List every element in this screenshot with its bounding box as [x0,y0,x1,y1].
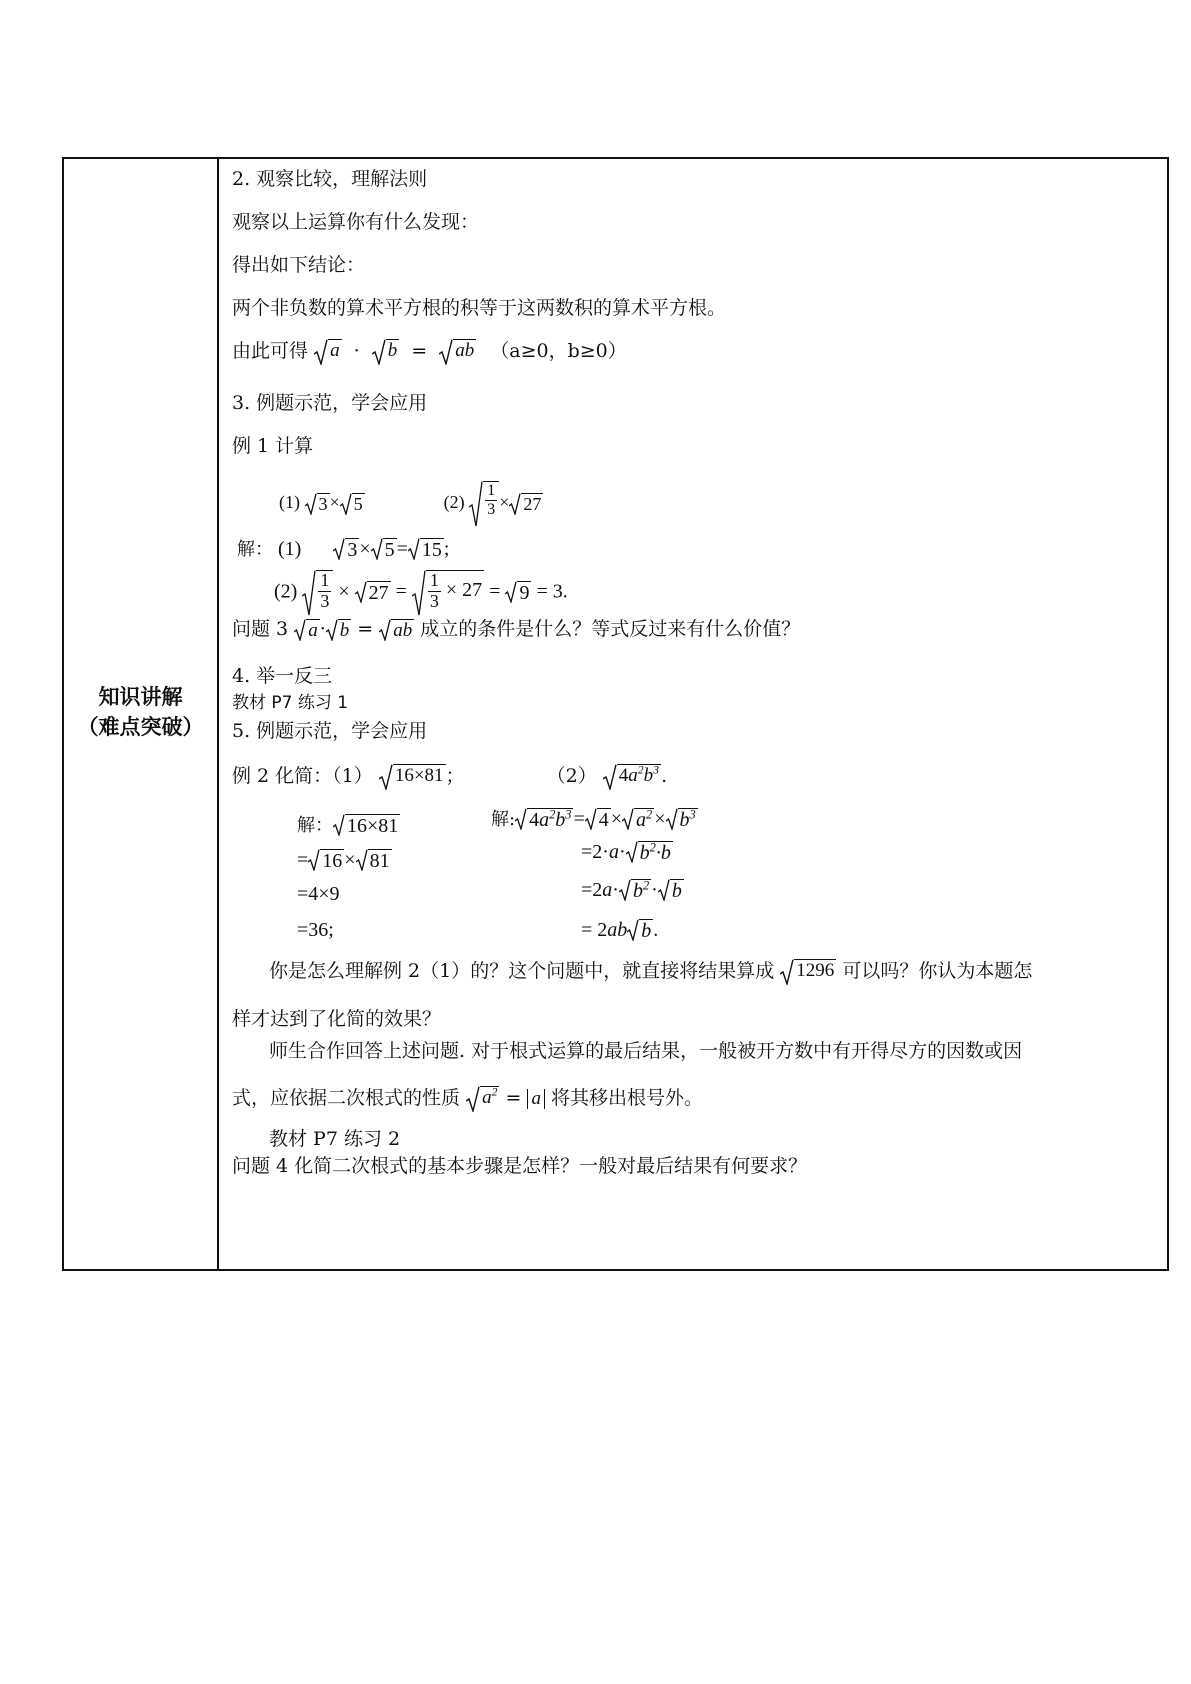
sqrt-3: 3 [305,493,330,515]
ex2b-sqrt-b-final: b [627,919,653,943]
para1-a: 你是怎么理解例 2（1）的？这个问题中，就直接将结果算成 [269,960,775,982]
sqrt-one-third-sol: $\frac{1}{3}$ [302,570,333,616]
rule-line: 两个非负数的算术平方根的积等于这两数积的算术平方根。 [232,297,727,319]
sqrt-a2: $a^2$ [466,1086,499,1112]
lesson-table [62,157,1169,1271]
row-label-line2: （难点突破） [77,715,204,739]
example-2-line [232,764,667,790]
derive-line [232,339,627,365]
row-label [64,682,217,742]
row-label-line1: 知识讲解 [98,685,183,709]
ex2a-line3: =4×9 [297,883,340,905]
sqrt-b: b [372,339,400,365]
sqrt-4a2b3: $4a^2b^3$ [603,764,661,790]
textbook-exercise-1: 教材 P7 练习 1 [232,693,349,713]
ex2b-sqrt-b3: $b^3$ [666,808,698,832]
sol1-end: ; [443,538,450,560]
paragraph-2-line1: 师生合作回答上述问题. 对于根式运算的最后结果，一般被开方数中有开得尽方的因数或因 [269,1040,1023,1062]
ex2a-line2: = 16 × 81 [297,849,390,873]
para1-b: 可以吗？你认为本题怎 [842,960,1033,982]
conclude-line: 得出如下结论： [232,254,366,276]
ex2-semicolon: ； [445,765,465,787]
ex2-dot: . [661,765,668,787]
ex2a-line1 [297,812,400,839]
sol1-index: (1) [278,538,302,560]
sqrt-27-sol: 27 [355,581,391,605]
ex2b-end: . [653,919,659,941]
ex2a-line4: =36; [297,919,334,941]
sqrt-15: 15 [408,538,444,562]
ex2b-line2: =2·a· $b^2\cdot b$ [581,840,671,865]
ex2b-sqrt-a2: $a^2$ [622,808,654,832]
sqrt-1296: 1296 [780,959,836,985]
para2-c: 将其移出根号外。 [551,1087,704,1109]
ex2b-sqrt-b2: $b^2$ [619,879,651,903]
ex1-part1-label: (1) [279,492,300,513]
derive-prefix: 由此可得 [232,340,309,362]
sqrt-ab: ab [439,339,476,365]
observe-line: 观察以上运算你有什么发现： [232,211,480,233]
section-3-heading: 3. 例题示范，学会应用 [232,392,428,414]
abs-a: a [527,1089,545,1109]
example-1-title: 例 1 计算 [232,435,314,457]
solution-label: 解： [237,539,273,560]
sqrt-5-sol: 5 [371,538,397,562]
sqrt-27: 27 [509,493,543,515]
section-4-heading: 4. 举一反三 [232,665,333,687]
q3-prefix: 问题 3 [232,618,289,640]
ex2b-sqrt-4: 4 [585,808,611,832]
ex2-prefix: 例 2 化简：（1） [232,765,373,787]
paragraph-2-line2: 式，应依据二次根式的性质 $a^2$ = a 将其移出根号外。 [232,1086,703,1112]
q3-sqrt-b: b [326,619,352,642]
q3-suffix: 成立的条件是什么？等式反过来有什么价值？ [420,618,801,640]
question-4: 问题 4 化简二次根式的基本步骤是怎样？一般对最后结果有何要求？ [232,1155,808,1177]
derive-condition: （a≥0，b≥0） [490,340,627,362]
ex2b-line3: =2a· $b^2$ · b [581,878,682,903]
ex2a-sqrt-16x81: 16×81 [333,814,400,838]
ex1-part2-label: (2) [443,492,465,513]
section-2-heading: 2. 观察比较，理解法则 [232,168,428,190]
paragraph-1-line1 [269,959,1032,985]
sqrt-5: 5 [340,493,365,515]
q3-sqrt-a: a [294,619,320,642]
section-5-heading: 5. 例题示范，学会应用 [232,720,428,742]
ex2a-sqrt-16: 16 [308,849,344,873]
para2-b: 式，应依据二次根式的性质 [232,1087,461,1109]
ex2b-sqrt-b: b [658,879,684,903]
example-1-problems: (1) 3 × 5 (2) $\frac{1}{3}$ × 27 [279,481,543,527]
sqrt-16x81: 16×81 [379,764,446,790]
sqrt-third-times-27: $\frac{1}{3}$ × 27 [412,570,484,616]
ex2b-sqrt-b2b: $b^2\cdot b$ [626,841,673,865]
ex2b-line1: 解: $4a^2b^3$ = 4 × $a^2$ × $b^3$ [491,807,696,832]
q3-sqrt-ab: ab [379,619,414,642]
sqrt-3-sol: 3 [333,538,359,562]
question-3: 问题 3 a · b = ab 成立的条件是什么？等式反过来有什么价值？ [232,618,801,641]
ex2b-line4: = 2ab b . [581,919,659,943]
solution-2: (2) $\frac{1}{3}$ × 27 = $\frac{1}{3}$ × 27 = 9 = 3. [274,570,568,616]
lesson-content [219,159,1167,1269]
sol2-index: (2) [274,580,298,603]
ex2a-label: 解： [297,815,333,836]
sqrt-one-third: $\frac{1}{3}$ [469,481,499,527]
sqrt-9: 9 [505,581,531,605]
sol1-eq: = [396,538,408,560]
sol2-tail: = 3. [536,580,568,603]
ex2a-sqrt-81: 81 [356,849,392,873]
sqrt-a: a [314,339,342,365]
derive-dot: · [353,340,360,362]
paragraph-1-line2: 样才达到了化简的效果？ [232,1008,442,1030]
ex2b-sqrt-4a2b3: $4a^2b^3$ [515,808,573,832]
textbook-exercise-2: 教材 P7 练习 2 [269,1128,401,1150]
ex2-part2: （2） [546,765,597,787]
solution-1: 解： (1) 3 × 5 = 15 ; [237,538,450,562]
ex2b-label: 解: [491,809,516,830]
derive-eq: = [411,340,428,362]
